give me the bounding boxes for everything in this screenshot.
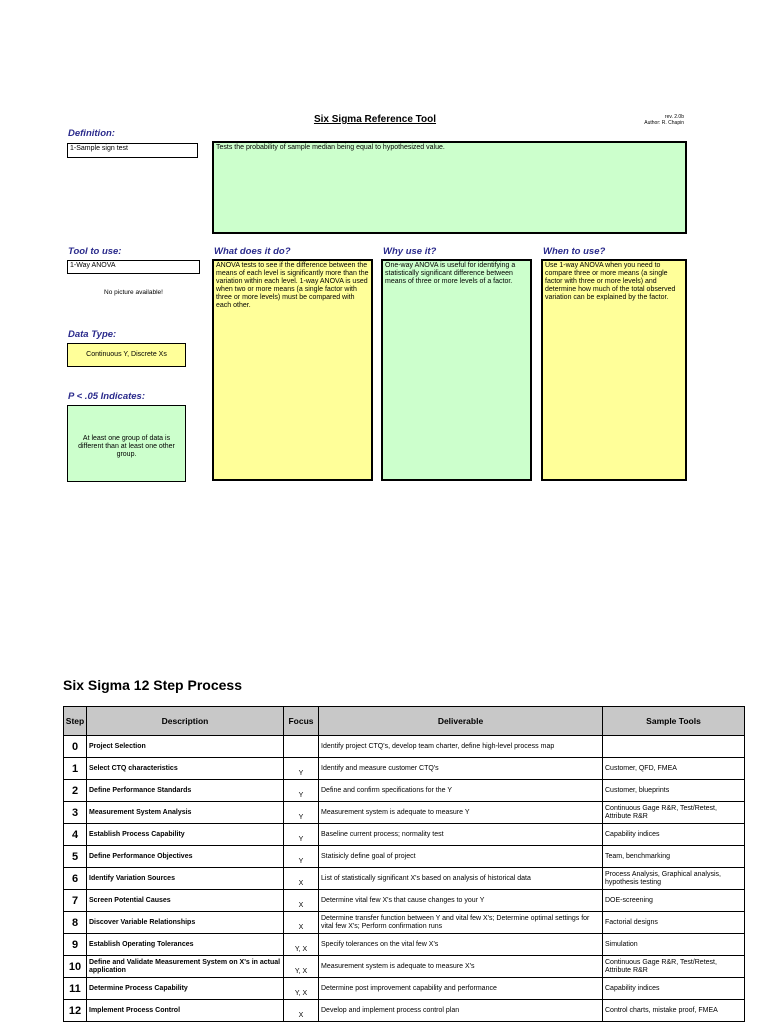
step-number: 9: [64, 934, 87, 956]
step-number: 4: [64, 824, 87, 846]
column-header-description: Description: [87, 707, 284, 736]
step-tools: Process Analysis, Graphical analysis, hypothesis testing: [603, 868, 745, 890]
table-header-row: [64, 707, 745, 736]
step-deliverable: List of statistically significant X's based on analysis of historical data: [319, 868, 603, 890]
table-row: [64, 758, 745, 780]
step-focus: Y: [284, 846, 319, 868]
step-focus: Y: [284, 802, 319, 824]
data-type-value: Continuous Y, Discrete Xs: [67, 343, 186, 367]
revision-label: rev. 2.0b: [664, 114, 684, 120]
why-label: Why use it?: [383, 246, 437, 257]
revision-info: [610, 114, 684, 126]
no-picture-text: No picture available!: [104, 289, 163, 296]
step-number: 3: [64, 802, 87, 824]
step-focus: Y, X: [284, 934, 319, 956]
step-number: 10: [64, 956, 87, 978]
column-header-step: Step: [64, 707, 87, 736]
step-deliverable: Identify and measure customer CTQ's: [319, 758, 603, 780]
step-description: Implement Process Control: [87, 1000, 284, 1022]
step-deliverable: Determine vital few X's that cause changes to your Y: [319, 890, 603, 912]
step-description: Define Performance Objectives: [87, 846, 284, 868]
what-text: ANOVA tests to see if the difference between the means of each level is significantly more than the variation within each level. 1-way ANOVA is used when two or more means (a single factor with three or more levels) must be compared with each other.: [212, 259, 373, 481]
step-deliverable: Determine post improvement capability and performance: [319, 978, 603, 1000]
step-focus: X: [284, 890, 319, 912]
step-number: 1: [64, 758, 87, 780]
step-focus: [284, 736, 319, 758]
step-description: Measurement System Analysis: [87, 802, 284, 824]
step-number: 7: [64, 890, 87, 912]
process-table: [63, 706, 745, 1022]
step-description: Establish Process Capability: [87, 824, 284, 846]
step-deliverable: Statisicly define goal of project: [319, 846, 603, 868]
step-number: 6: [64, 868, 87, 890]
step-focus: Y: [284, 780, 319, 802]
table-row: [64, 978, 745, 1000]
step-deliverable: Determine transfer function between Y and vital few X's; Determine optimal settings for vital few X's; Perform confirmation runs: [319, 912, 603, 934]
table-row: [64, 846, 745, 868]
table-row: [64, 824, 745, 846]
step-description: Establish Operating Tolerances: [87, 934, 284, 956]
step-focus: Y: [284, 824, 319, 846]
step-tools: DOE-screening: [603, 890, 745, 912]
step-tools: Continuous Gage R&R, Test/Retest, Attribute R&R: [603, 802, 745, 824]
step-tools: Capability indices: [603, 824, 745, 846]
definition-text: Tests the probability of sample median being equal to hypothesized value.: [212, 141, 687, 234]
step-tools: Factorial designs: [603, 912, 745, 934]
step-number: 0: [64, 736, 87, 758]
step-focus: X: [284, 912, 319, 934]
step-description: Screen Potential Causes: [87, 890, 284, 912]
step-tools: Capability indices: [603, 978, 745, 1000]
table-row: [64, 1000, 745, 1022]
data-type-label: Data Type:: [68, 329, 117, 340]
why-text: One-way ANOVA is useful for identifying a statistically significant difference between means of three or more levels of a factor.: [381, 259, 532, 481]
step-deliverable: Specify tolerances on the vital few X's: [319, 934, 603, 956]
step-tools: Customer, blueprints: [603, 780, 745, 802]
table-row: [64, 868, 745, 890]
what-label: What does it do?: [214, 246, 291, 257]
p-value-label: P < .05 Indicates:: [68, 391, 146, 402]
step-focus: Y, X: [284, 956, 319, 978]
p-value-text: At least one group of data is different than at least one other group.: [67, 405, 186, 482]
table-row: [64, 736, 745, 758]
table-row: [64, 956, 745, 978]
table-row: [64, 780, 745, 802]
step-description: Define and Validate Measurement System on X's in actual application: [87, 956, 284, 978]
definition-label: Definition:: [68, 128, 115, 139]
step-number: 11: [64, 978, 87, 1000]
table-row: [64, 890, 745, 912]
process-title: Six Sigma 12 Step Process: [63, 677, 242, 693]
step-focus: Y: [284, 758, 319, 780]
table-row: [64, 934, 745, 956]
step-tools: Customer, QFD, FMEA: [603, 758, 745, 780]
step-description: Define Performance Standards: [87, 780, 284, 802]
step-deliverable: Baseline current process; normality test: [319, 824, 603, 846]
column-header-deliverable: Deliverable: [319, 707, 603, 736]
step-tools: Continuous Gage R&R, Test/Retest, Attribute R&R: [603, 956, 745, 978]
definition-value: 1-Sample sign test: [67, 143, 198, 158]
column-header-sample-tools: Sample Tools: [603, 707, 745, 736]
step-description: Identify Variation Sources: [87, 868, 284, 890]
step-description: Project Selection: [87, 736, 284, 758]
step-description: Select CTQ characteristics: [87, 758, 284, 780]
step-deliverable: Identify project CTQ's, develop team charter, define high-level process map: [319, 736, 603, 758]
step-number: 2: [64, 780, 87, 802]
step-focus: X: [284, 1000, 319, 1022]
step-deliverable: Measurement system is adequate to measure Y: [319, 802, 603, 824]
step-number: 12: [64, 1000, 87, 1022]
step-description: Determine Process Capability: [87, 978, 284, 1000]
table-row: [64, 802, 745, 824]
when-text: Use 1-way ANOVA when you need to compare three or more means (a single factor with three or more levels) and determine how much of the total observed variation can be explained by the factor.: [541, 259, 687, 481]
step-deliverable: Measurement system is adequate to measure X's: [319, 956, 603, 978]
step-number: 8: [64, 912, 87, 934]
step-tools: Team, benchmarking: [603, 846, 745, 868]
step-deliverable: Define and confirm specifications for the Y: [319, 780, 603, 802]
step-focus: X: [284, 868, 319, 890]
step-number: 5: [64, 846, 87, 868]
step-tools: Control charts, mistake proof, FMEA: [603, 1000, 745, 1022]
table-row: [64, 912, 745, 934]
step-tools: Simulation: [603, 934, 745, 956]
step-description: Discover Variable Relationships: [87, 912, 284, 934]
page-title: Six Sigma Reference Tool: [313, 114, 437, 125]
author-label: Author: R. Chapin: [644, 120, 684, 126]
when-label: When to use?: [543, 246, 606, 257]
column-header-focus: Focus: [284, 707, 319, 736]
step-focus: Y, X: [284, 978, 319, 1000]
step-tools: [603, 736, 745, 758]
step-deliverable: Develop and implement process control plan: [319, 1000, 603, 1022]
tool-value: 1-Way ANOVA: [67, 260, 200, 274]
tool-label: Tool to use:: [68, 246, 122, 257]
